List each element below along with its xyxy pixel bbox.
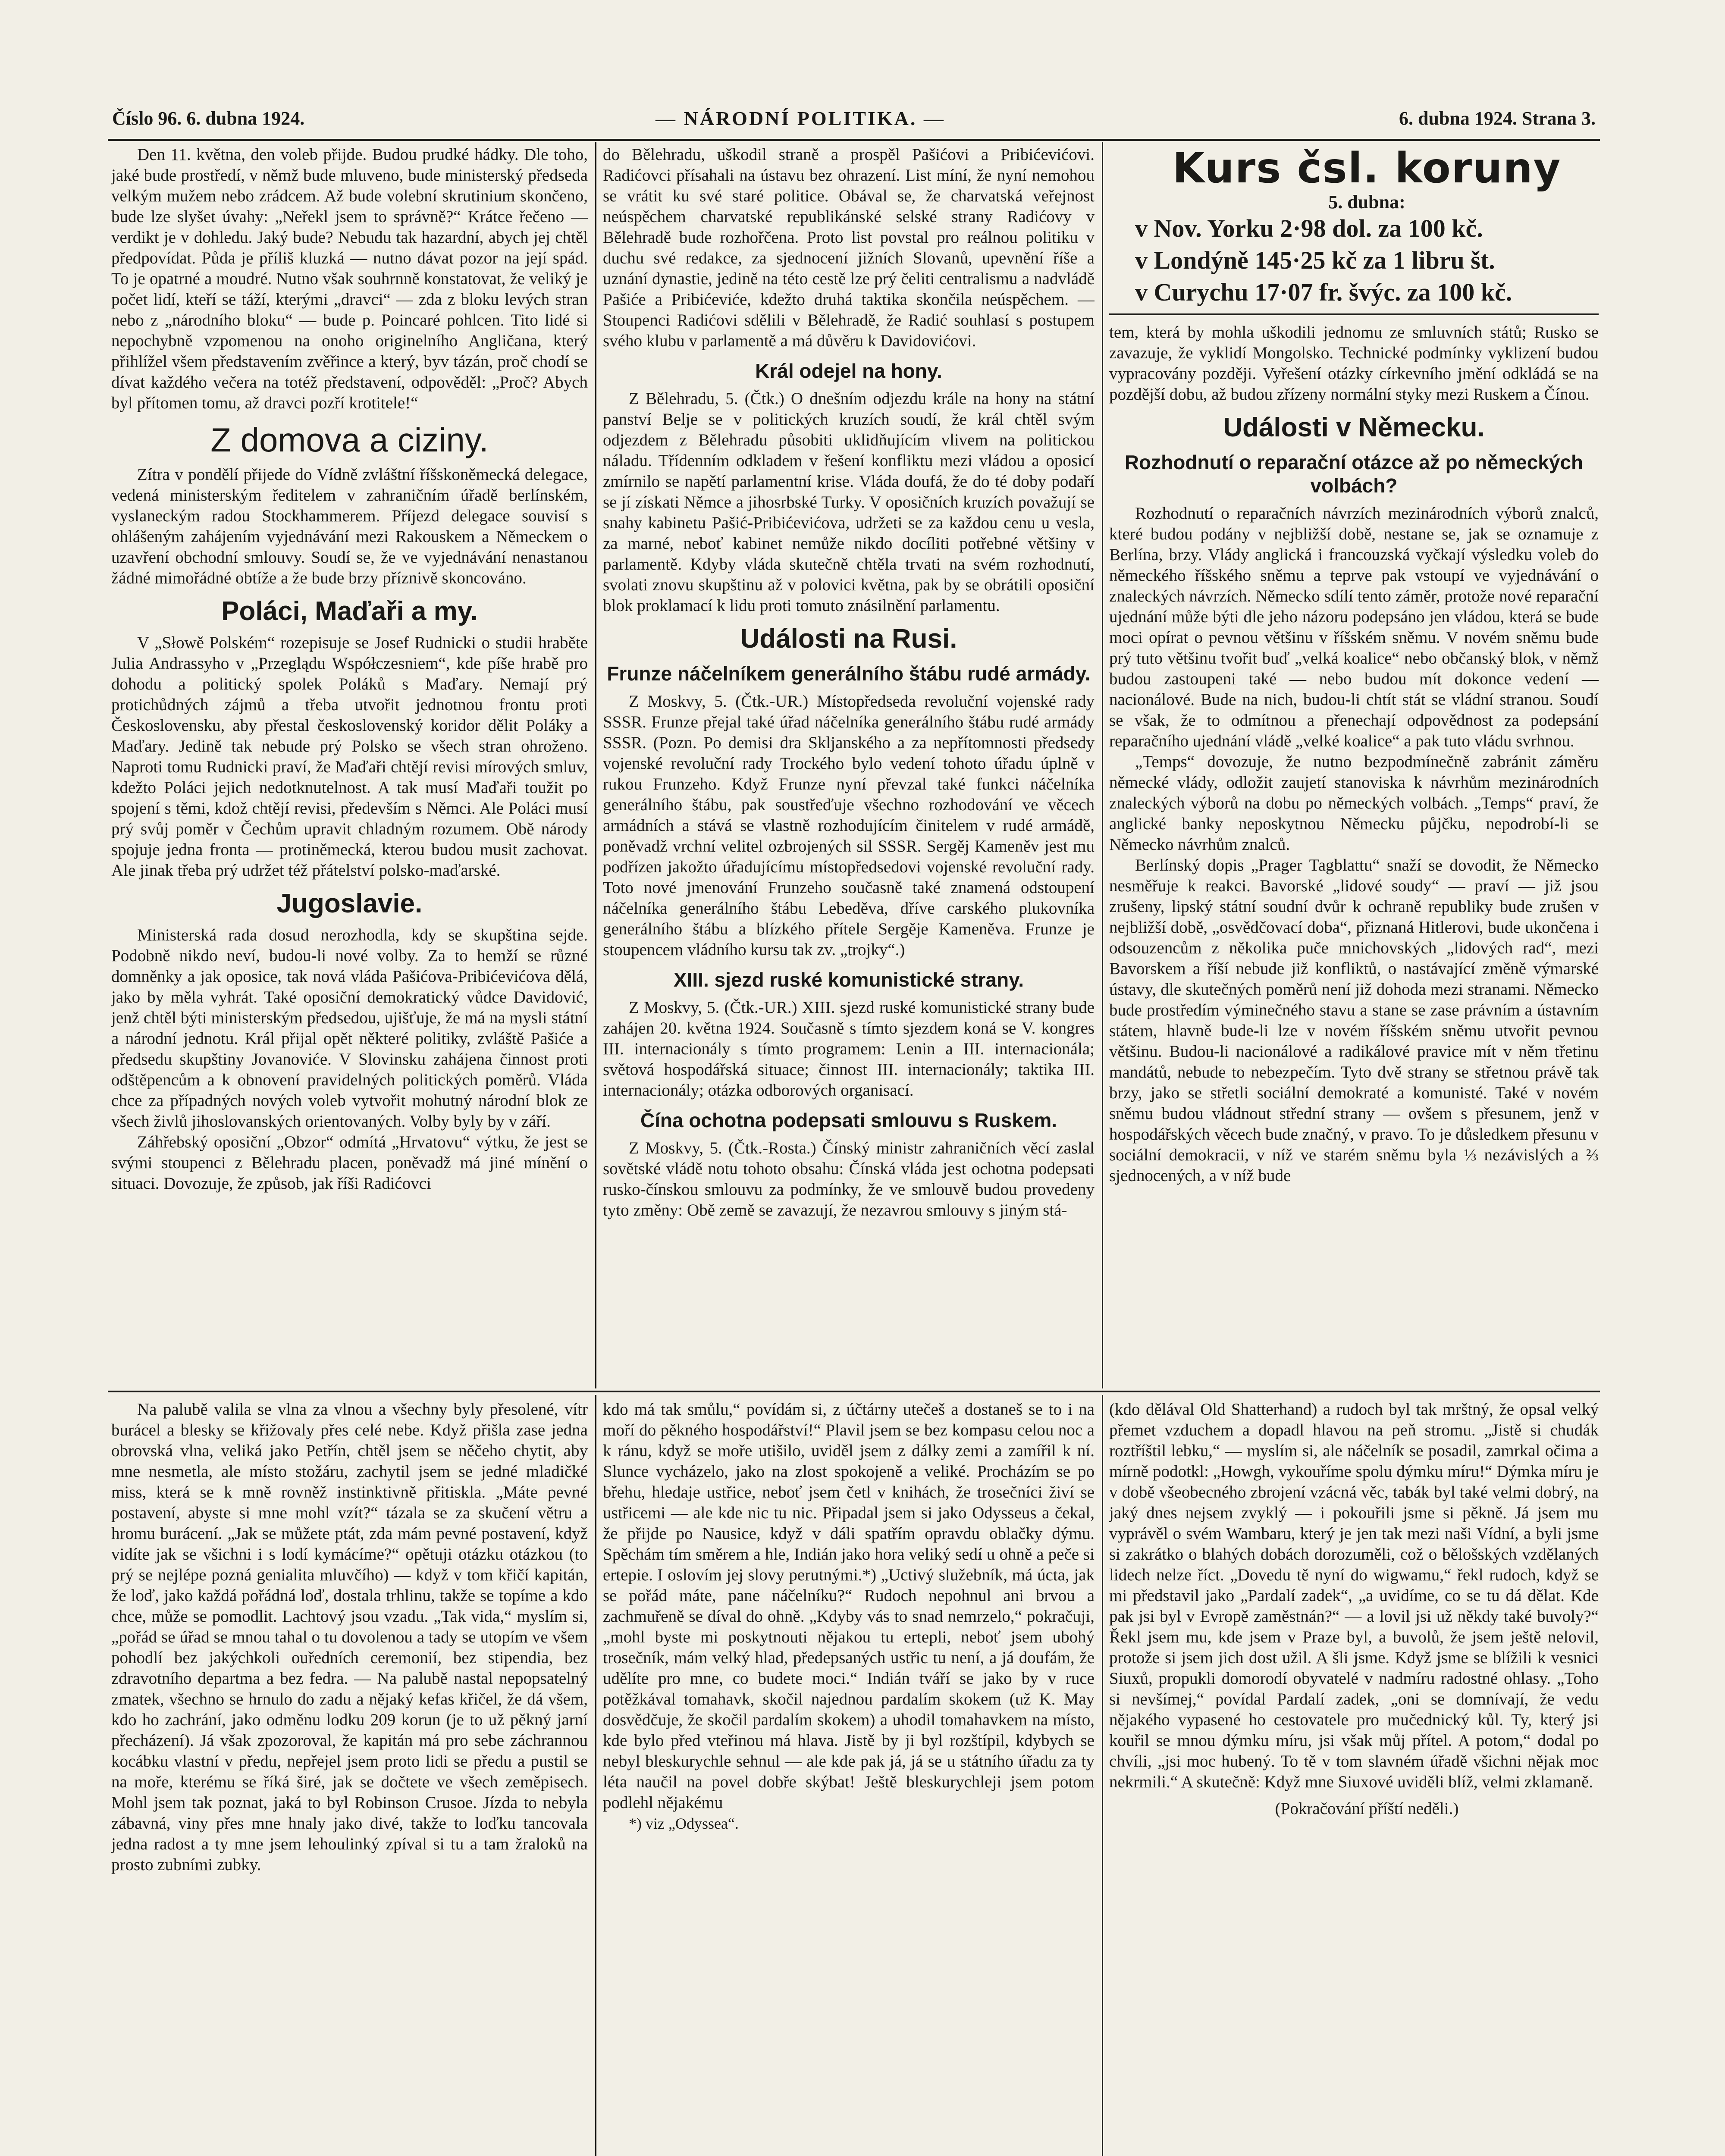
column-divider bbox=[595, 1395, 596, 2156]
feuilleton-text: Na palubě valila se vlna za vlnou a všechny byly přesolené, vítr burácel a blesky se křižovaly přes celé nebe. Když přišla zase jedna obrovská vlna, veliká jako Petřín, chtěl jsem se něčeho chytit, aby mne nesmetla, ale místo stožáru, zachytil jsem se jedné mladičké miss, která se k mně rovněž instinktivně přitiskla. „Máte pevné postavení, abyste si mne mohl vzít?“ tázala se za skučení větru a hromu burácení. „Jak se můžete ptát, zda mám pevné postavení, když vidíte jak se všichni i s lodí kymácíme?“ opětuji otázku otázkou (to prý se nejlépe pozná genialita mluvčího) — když v tom křičí kapitán, že loď, jako každá pořádná loď, dostala trhlinu, takže se topíme a kdo chce, může se pomodlit. Lachtový jsou vzadu. „Tak vida,“ myslím si, „pořád se úřad se mnou tahal o tu dovolenou a tady se utopím ve všem pohodlí bez jakýchkoli ouředních ceremonií, bez stipendia, bez zdravotního departma a bez fedra. — Na palubě nastal nepopsatelný zmatek, všechno se hrnulo do zadu a nějaký kefas křičel, že dá všem, kdo ho zachrání, jako odměnu lodku 209 korun (je to už pěkný jarní přecházení). Já však zpozoroval, že kapitán má pro sebe záchrannou kocábku vlastní v předu, nepřejel jsem proto lidi se předu a pustil se na moře, kterému se říká širé, jak se dočtete ve všech zeměpisech. Mohl jsem tak poznat, jaká to byl Robinson Crusoe. Jízda to nebyla zábavná, viny přes mne hnaly jako divé, takže to loďku tancovala jedna radost a ty mne jsem lehoulinký zpíval si tu a tam žraloků na prosto zubními zubky. bbox=[111, 1400, 588, 1874]
article-text: Z Moskvy, 5. (Čtk.-UR.) XIII. sjezd ruské komunistické strany bude zahájen 20. května 1924. Současně s tímto sjezdem koná se V. kongres III. internacionály s tímto programem: Lenin a III. internacionála; světová hospodářská situace; činnost III. internacionály; taktika III. internacionály; otázka odborových organisací. bbox=[603, 998, 1095, 1100]
article-text: Z Moskvy, 5. (Čtk.-UR.) Místopředseda revoluční vojenské rady SSSR. Frunze přejal také úřad náčelníka generálního štábu rudé armády SSSR. (Pozn. Po demisi dra Skljanského a za nepřítomnosti předsedy vojenské revoluční rady Trockého bylo vedení tohoto úřadu úplně v rukou Frunzeho. Když Frunze nyní převzal také funkci náčelníka generálního štábu, pak soustřeďuje všechno rozhodování ve věcech armádních a stává se vlastně rozhodujícím činitelem v rudé armádě, poněvadž vrchní velitel ozbrojených sil SSSR. Sergěj Kameněv jest mu podřízen jakožto úřadujícímu místopředsedovi vojenské revoluční rady. Toto nové jmenování Frunzeho současně také znamená odstoupení náčelníka generálního štábu Lebeděva, dříve carského plukovníka generálního štábu a blízkého přítele Sergěje Kameněva. Frunze je stoupencem vládního kursu tak zv. „trojky“.) bbox=[603, 692, 1095, 959]
header-rule bbox=[108, 139, 1600, 141]
article-subheading-reparace: Rozhodnutí o reparační otázce až po německých volbách? bbox=[1124, 451, 1584, 497]
continuation-note: (Pokračování příští neděli.) bbox=[1275, 1799, 1459, 1818]
article-text: „Temps“ dovozuje, že nutno bezpodmínečně zabránit záměru německé vlády, odložit zaujetí stanoviska k návrhům mezinárodních znaleckých výborů na dobu po německých volbách. „Temps“ praví, že anglické banky neposkytnou Německu půjčku, nepodrobí-li se Německo návrhům znalců. bbox=[1109, 752, 1599, 854]
article-heading-nemecko: Události v Německu. bbox=[1223, 413, 1485, 442]
article-text: Berlínský dopis „Prager Tagblattu“ snaží se dovodit, že Německo nesměřuje k reakci. Bavorské „lidové soudy“ — praví — již jsou zrušeny, lipský státní soudní dvůr k ochraně republiky bude zrušen v nejbližší době, „osvědčovací doba“, přiznaná Hitlerovi, bude ukončena i odsouzencům z několika puče mnichovských „lidových rad“, mezi Bavorskem a říší nebude již konfliktů, o nastávající změně výmarské ústavy, dle skutečných poměrů není již dohoda mezi stranami. Německo bude prostředím výminečného stavu a stane se zase právním a ústavním státem, hlavně bude-li lze v novém říšském sněmu utvořit pevnou většinu. Budou-li nacionálové a radikálové pravice mít v něm třetinu mandátů, nebude to nebezpečím. Tyto dvě strany se střetnou právě tak brzy, jako se střetli sociální demokraté a komunisté. Také v novém sněmu budou vládnout střední strany — ovšem s přesunem, jenž v hospodářských věcech bude značný, v pravo. To je důsledkem přesunu v sociální demokracii, v níž ve starém sněmu byla ⅓ nezávislých a ⅔ sjednocených, a v níž bude bbox=[1109, 856, 1599, 1185]
article-text: V „Słowě Polském“ rozepisuje se Josef Rudnicki o studii hraběte Julia Andrassyho v „Przeglądu Współczesniem“, kde píše hrabě pro dohodu a politický spolek Poláků s Maďary. Nemají prý protichůdných zájmů a třeba utvořit jednotnou frontu proti Československu, aby přestal československý koridor dělit Poláky a Maďary. Jedině tak nebude prý Polsko se všech stran ohroženo. Naproti tomu Rudnicki praví, že Maďaři chtějí revisi mírových smluv, kdežto Poláci jejich nedotknutelnost. A tak musí Maďaři toužit po spojení s těmi, kdož chtějí revisi, především s Němci. Ale Poláci musí prý svůj poměr v Čechům upravit chladným rozumem. Obě národy spojuje jedna fronta — protiněmecká, kterou budou musit zachovat. Ale jinak třeba prý udržet též přátelství polsko-maďarské. bbox=[111, 633, 588, 880]
article-heading-kral: Král odejel na hony. bbox=[755, 360, 942, 382]
feuilleton-text: kdo má tak smůlu,“ povídám si, z účtárny utečeš a dostaneš se to i na moří do pěkného hospodářství!“ Plavil jsem se bez kompasu celou noc a k ránu, když se moře utišilo, uviděl jsem z dálky zemi a zamířil k ní. Slunce vycházelo, jako na zlost spokojeně a veliké. Procházím se po břehu, hledaje ustřice, neboť jsem četl v knihách, že trosečníci živí se ustřicemi — ale kde nic tu nic. Připadal jsem si jako Odysseus a čekal, že přijde po Nausice, když v dáli spatřím opravdu oblačky dýmu. Spěchám tím směrem a hle, Indián jako hora veliký sedí u ohně a peče si ertepie. I oslovím jej slovy perutnými.*) „Uctivý služebník, má úcta, jak se pořád máte, pane náčelníku?“ Rudoch nepohnul ani brvou a zachmuřeně se díval do ohně. „Kdyby vás to snad nemrzelo,“ pokračuji, „mohl byste mi poskytnouti nějakou tu ertepli, neboť jsem ubohý trosečník, mám velký hlad, předepsaných ustřic tu není, a já doufám, že udělíte pro mne, co budete moci.“ Indián tváří se jako by v ruce potěžkával tomahavk, skočil najednou pardalím skokem (už K. May dosvědčuje, že skočil pardalím skokem) a uhodil tomahavkem na místo, kde bylo před vteřinou má hlava. Jistě by ji byl rozštípil, kdybych se nebyl bleskurychle sehnul — ale kde pak já, já se u státního úřadu za ty léta naučil na povel dobře skýbat! Ještě bleskurychleji jsem potom podlehl nějakému bbox=[603, 1400, 1095, 1812]
page-header bbox=[112, 99, 1596, 138]
feuilleton-column-2 bbox=[603, 1399, 1095, 2156]
currency-date: 5. dubna: bbox=[1328, 191, 1405, 213]
newspaper-title: — NÁRODNÍ POLITIKA. — bbox=[656, 107, 945, 129]
article-intro-text: Den 11. května, den voleb přijde. Budou prudké hádky. Dle toho, jaké bude prostředí, v němž bude mluveno, bude ministerský předseda velkým mužem nebo zrádcem. Až bude volební skrutinium skončeno, bude lze slyšet úvahy: „Neřekl jsem to správně?“ Krátce řečeno — verdikt je v dohledu. Jaký bude? Nebudu tak hazardní, abych jej chtěl předpovídat. Půda je příliš kluzká — nutno dávat pozor na její spád. To je opatrné a moudré. Nutno však souhrnně konstatovat, že veliký je počet lidí, kteří se táží, kterými „dravci“ — zda z bloku levých stran nebo z „národního bloku“ — bude p. Poincaré pohlcen. Tito lidé si nepochybně vzpomenou na onoho originelního Angličana, který přihlížel všem představením zvěřince a který, byv tázán, proč chodí se dívat každého večera na totéž představení, odpověděl: „Proč? Abych byl přítomen tomu, až dravci pozří krotitele!“ bbox=[111, 145, 588, 412]
column-2 bbox=[603, 144, 1095, 1388]
column-divider bbox=[1102, 1395, 1103, 2156]
page-number-date: 6. dubna 1924. Strana 3. bbox=[1399, 108, 1596, 129]
issue-number-date: Číslo 96. 6. dubna 1924. bbox=[112, 108, 305, 129]
feuilleton-text: (kdo dělával Old Shatterhand) a rudoch byl tak mrštný, že opsal velký přemet vzduchem a dopadl hlavou na peň stromu. „Jistě si chudák roztříštil lebku,“ — myslím si, ale náčelník se posadil, zamrkal očima a mírně podotkl: „Howgh, vykouříme spolu dýmku míru!“ Dýmka míru je v době všeobecného zbrojení vzácná věc, tabák byl také velmi dobrý, na jaký dnes nejsem zvyklý — i pokouřili jsme si pěkně. Já jsem mu vyprávěl o svém Wambaru, který je jen tak mezi naši Vídní, a byli jsme si zakrátko o blahých dobách dorozuměli, což o bělošských vzdělaných lidech nelze říct. „Dovedu tě nyní do wigwamu,“ řekl rudoch, když se mi představil jako „Pardalí zadek“, „a uvidíme, co se tu dá dělat. Kde pak jsi byl v Evropě zaměstnán?“ — a lovil jsi už někdy také buvoly?“ Řekl jsem mu, kde jsem v Praze byl, a buvolů, že jsem ještě nelovil, protože si jsem jich dost užil. A šli jsme. Když jsme se blížili k vesnici Siuxů, propukli domorodí obyvatelé v nadmíru radostné ohlasy. „Toho si nevšímej,“ povídal Pardalí zadek, „oni se domnívají, že vedu nějakého vypasené ho cestovatele pro mučednický kůl. Ty, který jsi kouřil se mnou dýmku míru, jsi však můj přítel. A potom,“ dodal po chvíli, „jsi moc hubený. To tě v tom slavném úřadě všichni nějak moc nekrmili.“ A skutečně: Když mne Siuxové uviděli blíž, velmi zklamaně. bbox=[1109, 1400, 1599, 1791]
footnote: *) viz „Odyssea“. bbox=[629, 1815, 739, 1832]
article-heading-rusi: Události na Rusi. bbox=[740, 624, 957, 654]
article-text: Záhřebský oposiční „Obzor“ odmítá „Hrvatovu“ výtku, že jest se svými stoupenci z Bělehradu placen, poněvadž má jiné mínění o situaci. Dovozuje, že způsob, jak říši Radićovci bbox=[111, 1133, 588, 1193]
article-text: Z Moskvy, 5. (Čtk.-Rosta.) Čínský ministr zahraničních věcí zaslal sovětské vládě notu tohoto obsahu: Čínská vláda jest ochotna podepsati rusko-čínskou smlouvu za podmínky, že ve smlouvě budou provedeny tyto změny: Obě země se zavazují, že nezavrou smlouvy s jiným stá- bbox=[603, 1139, 1095, 1219]
rate-zurich: v Curychu 17·07 fr. švýc. za 100 kč. bbox=[1135, 278, 1512, 306]
article-heading-polaci: Poláci, Maďaři a my. bbox=[221, 596, 478, 626]
column-1 bbox=[111, 144, 588, 1388]
feuilleton-column-1 bbox=[111, 1399, 588, 2156]
feuilleton-column-3 bbox=[1109, 1399, 1599, 2156]
article-text: Z Bělehradu, 5. (Čtk.) O dnešním odjezdu krále na hony na státní panství Belje se v politických kruzích soudí, že král chtěl svým odjezdem z Bělehradu působiti uklidňujícím vlivem na politickou náladu. Třídenním odkladem v řešení konfliktu mezi vládou a oposicí zmírnilo se napětí parlamentní krise. Vláda doufá, že do té doby podaří se jí získati Němce a jihosrbské Turky. V oposičních kruzích považují se snahy kabinetu Pašić-Pribićevićova, udržeti se za každou cenu u vesla, za marné, neboť kabinet nemůže nikdo docíliti potřebné většiny v parlamentě. Kdyby vláda skutečně chtěla trvati na svém rozhodnutí, svolati znovu skupštinu až v polovici května, pak by se obrátili oposiční blok proklamací k lidu proti tomuto znásilnění parlamentu. bbox=[603, 389, 1095, 615]
rate-new-york: v Nov. Yorku 2·98 dol. za 100 kč. bbox=[1135, 214, 1483, 242]
article-text: Ministerská rada dosud nerozhodla, kdy se skupština sejde. Podobně nikdo neví, budou-li nové volby. Za to hemží se různé domněnky a jak oposice, tak nová vláda Pašićova-Pribićevićova dělá, jako by měla vyhrát. Také oposiční demokratický vůdce Davidović, jenž chtěl býti ministerským předsedou, ujišťuje, že má na mysli státní a národní jednotu. Král přijal opět některé politiky, zvláště Pašiće a předsedu skupštiny Jovanoviće. V Slovinsku zahájena činnost proti odštěpencům a k obnovení pravidelných politických poměrů. Vláda chce za případných nových voleb vytvořit mohutný národní blok ze všech živlů jihoslovanských orientovaných. Volby byly by v září. bbox=[111, 926, 588, 1131]
currency-title: Kurs čsl. koruny bbox=[1172, 144, 1562, 192]
article-heading-sjezd: XIII. sjezd ruské komunistické strany. bbox=[673, 968, 1024, 991]
article-text: do Bělehradu, uškodil straně a prospěl Pašićovi a Pribićevićovi. Radićovci přísahali na ústavu bez ohrazení. List míní, že nyní nemohou se vrátit ku své staré politice. Obával se, že charvatská veřejnost neúspěchem charvatské republikánské selské strany Radićovy v Bělehradě bude rozhořčena. Proto list povstal pro reálnou politiku v duchu své redakce, za sjednocení jižních Slovanů, upevnění říše a uznání dynastie, jedině na této cestě lze prý čeliti centralismu a nadvládě Pašiće a Pribićeviće, kdežto druhá taktika skončila neúspěchem. — Stoupenci Radićovi sdělili v Bělehradě, že Radić souhlasí s postupem svého klubu v parlamentě a má důvěru k Davidovićovi. bbox=[603, 145, 1095, 350]
column-divider bbox=[595, 142, 596, 1388]
column-divider bbox=[1102, 142, 1103, 1388]
currency-box bbox=[1109, 144, 1599, 315]
article-subheading-frunze: Frunze náčelníkem generálního štábu rudé armády. bbox=[607, 662, 1091, 685]
column-3 bbox=[1109, 144, 1599, 1388]
rate-london: v Londýně 145·25 kč za 1 libru št. bbox=[1135, 246, 1495, 274]
article-heading-cina: Čína ochotna podepsati smlouvu s Ruskem. bbox=[640, 1109, 1057, 1131]
feuilleton-rule bbox=[108, 1391, 1600, 1392]
article-text: tem, která by mohla uškodili jednomu ze smluvních států; Rusko se zavazuje, že vyklidí Mongolsko. Technické podmínky vyklizení budou vypracovány později. Vyřešení otázky církevního jmění odkládá se na pozdější dobu, až budou zřízeny normální styky mezi Ruskem a Čínou. bbox=[1109, 323, 1599, 404]
article-text: Rozhodnutí o reparačních návrzích mezinárodních výborů znalců, které budou podány v nejbližší době, nestane se, jak se oznamuje z Berlína, brzy. Vlády anglická i francouzská vyčkají výsledku voleb do německého říšského sněmu a teprve pak vstoupí ve vyjednávání o znaleckých návrzích. Německo sdílí tento záměr, protože nové reparační ujednání může býti dle jeho názoru podepsáno jen vládou, která se bude moci opírat o pevnou většinu v říšském sněmu. V novém sněmu bude prý tuto většinu tvořit buď „velká koalice“ nebo občanský blok, v němž budou zastoupeni také — nebo budou mít dokonce vedení — nacionálové. Bude na nich, budou-li chtít stát se vládní stranou. Soudí se však, že to odmítnou a přenechají odpovědnost za podepsání reparačního ujednání vládě „velké koalice“ a pak tuto vládu svrhnou. bbox=[1109, 504, 1599, 750]
article-text: Zítra v pondělí přijede do Vídně zvláštní říšskoněmecká delegace, vedená ministerským ředitelem v zahraničním úřadě berlínském, vyslaneckým radou Stockhammerem. Příjezd delegace souvisí s ohlášeným zahájením vyjednávání mezi Rakouskem a Německem o uzavření obchodní smlouvy. Soudí se, že ve vyjednávání nenastanou žádné mimořádné obtíže a že bude brzy příznivě skoncováno. bbox=[111, 465, 588, 587]
article-heading-jugoslavie: Jugoslavie. bbox=[276, 889, 423, 918]
section-heading-domova: Z domova a ciziny. bbox=[210, 421, 489, 459]
